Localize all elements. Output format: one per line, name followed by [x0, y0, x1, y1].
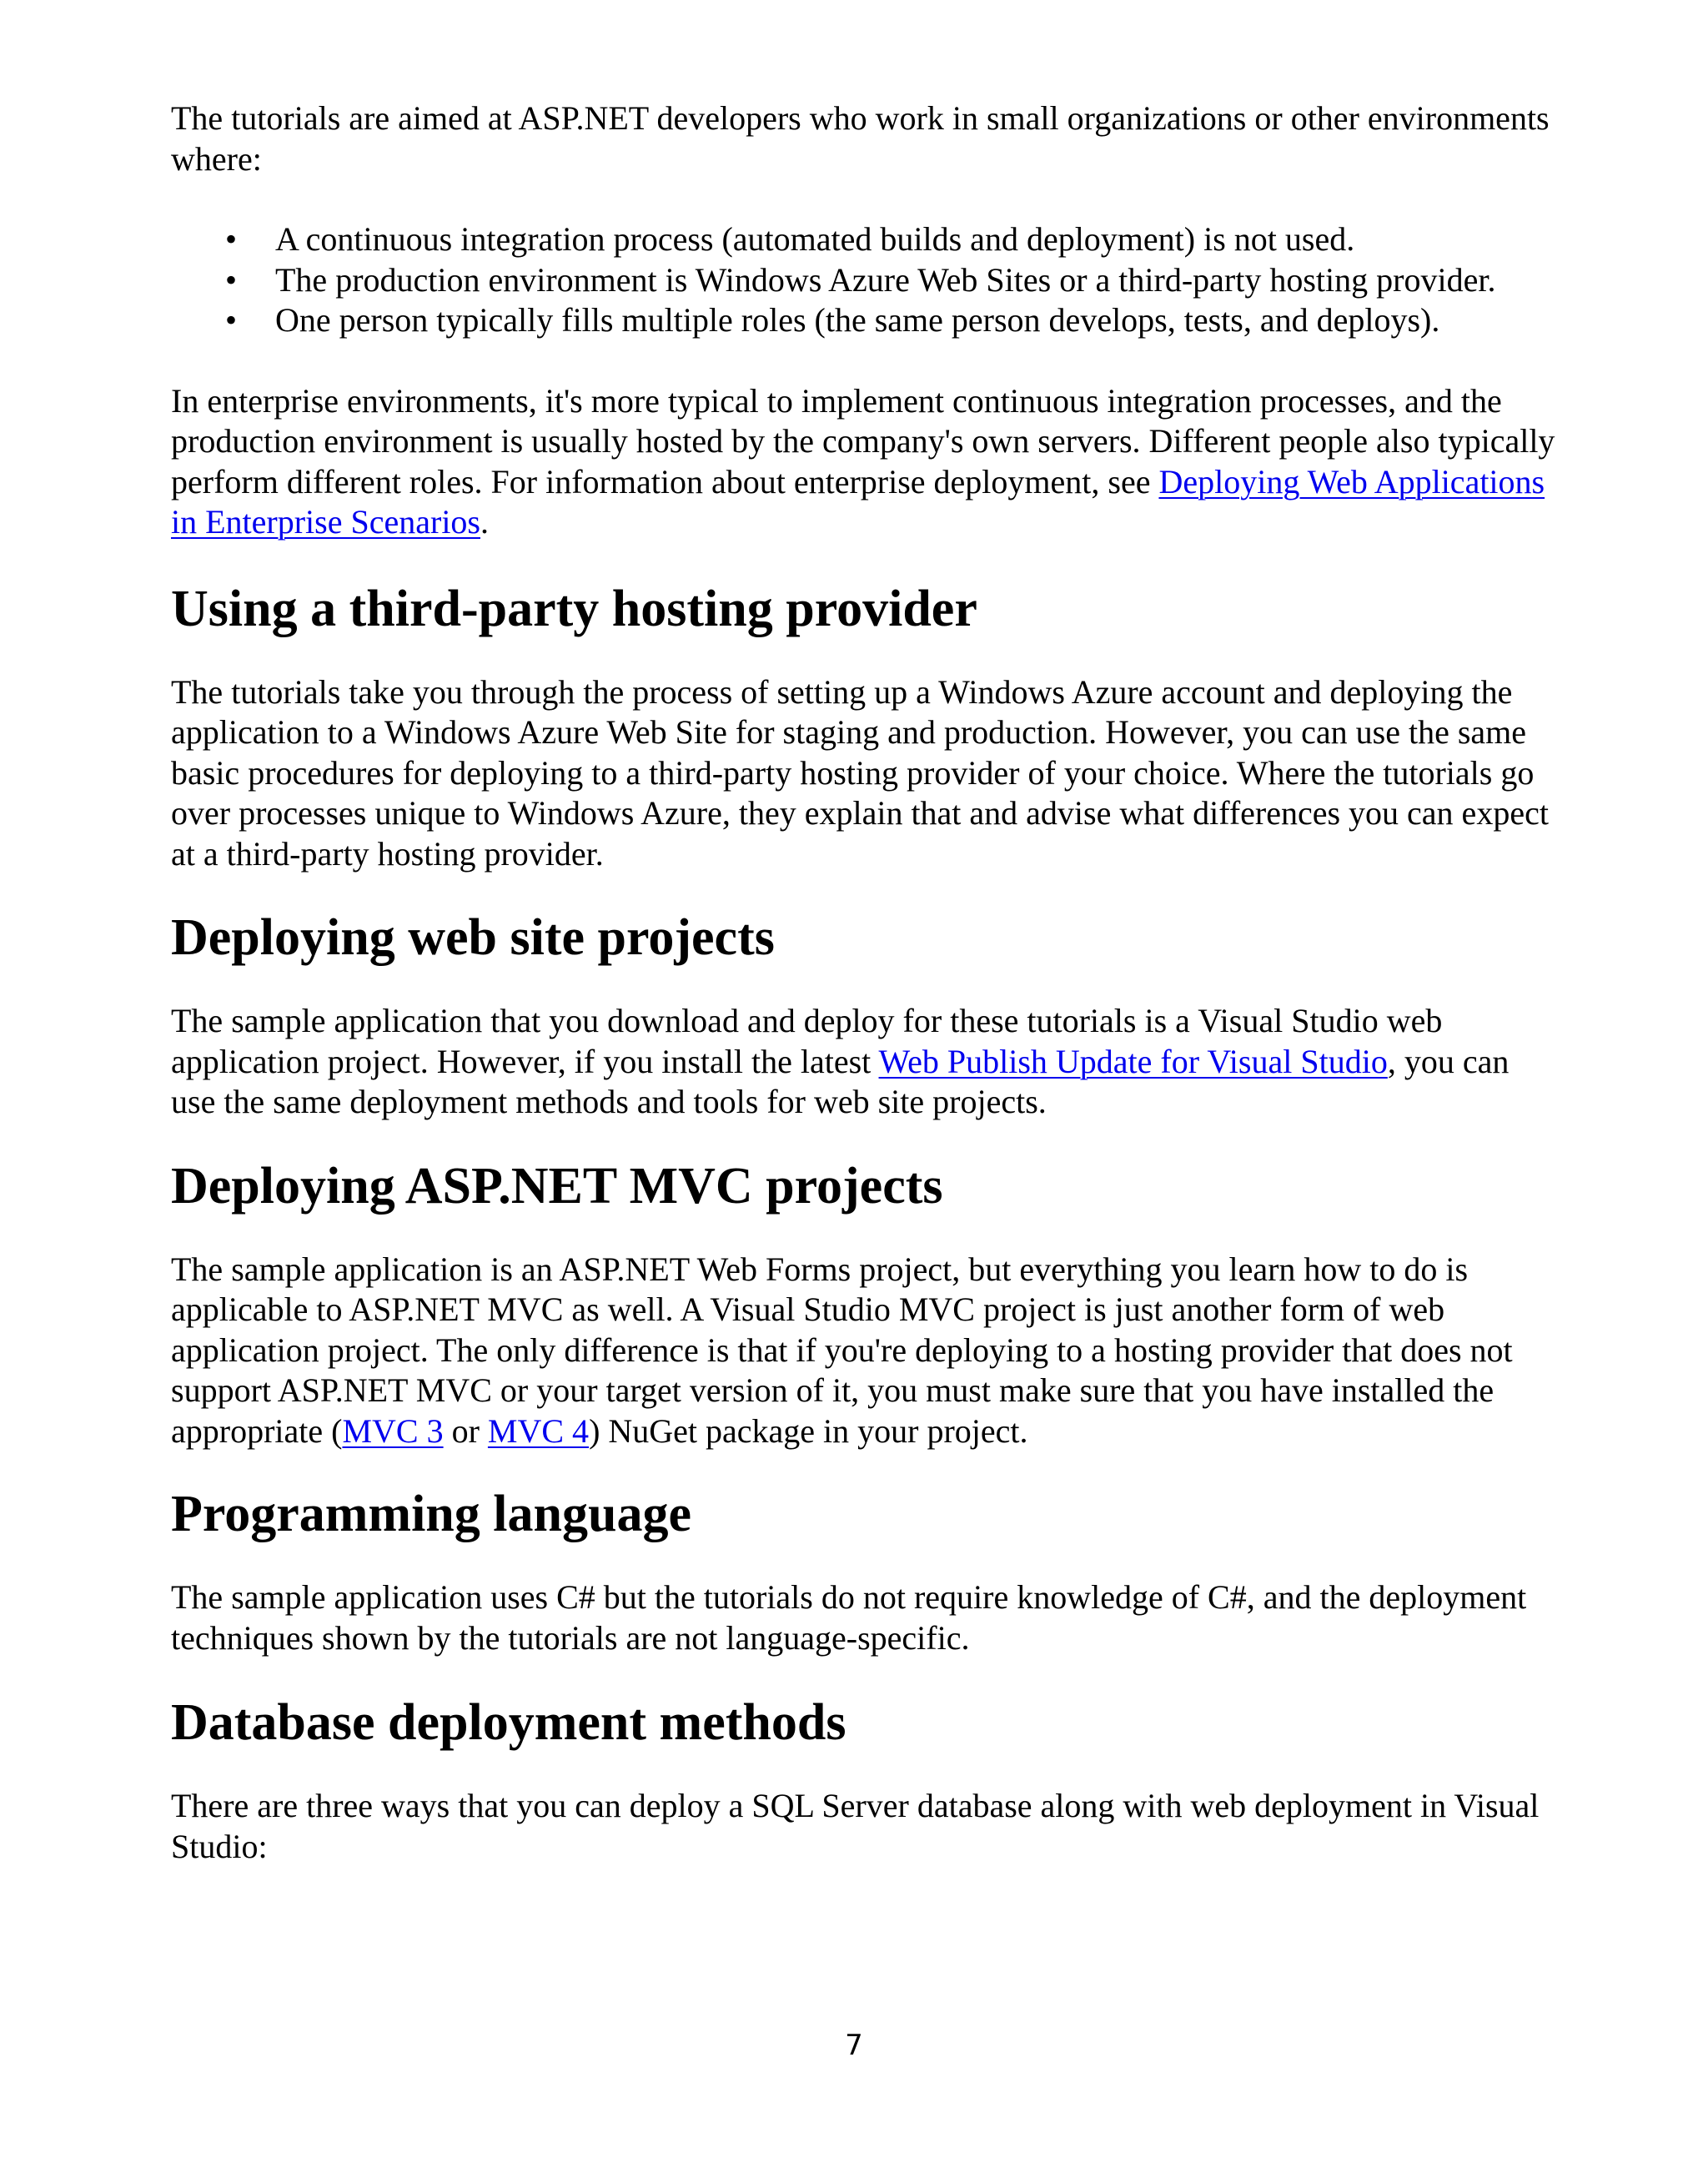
- mvc3-link[interactable]: MVC 3: [342, 1411, 444, 1450]
- programming-language-heading: Programming language: [171, 1486, 691, 1542]
- conditions-list: [171, 219, 1555, 341]
- enterprise-paragraph: [171, 381, 1555, 543]
- programming-language-paragraph: The sample application uses C# but the tutorials do not require knowledge of C#, and the deployment techniques shown by the tutorials are not language-specific.: [171, 1578, 1527, 1657]
- database-deployment-paragraph: There are three ways that you can deploy a SQL Server database along with web deployment in Visual Studio:: [171, 1787, 1540, 1865]
- third-party-heading: Using a third-party hosting provider: [171, 580, 977, 637]
- database-deployment-heading: Database deployment methods: [171, 1694, 846, 1751]
- list-item-text: A continuous integration process (automated builds and deployment) is not used.: [275, 220, 1355, 258]
- web-site-text-after: , you can use the same deployment methods and tools for web site projects.: [171, 1042, 1510, 1120]
- page-content: [171, 98, 1555, 1867]
- bullet-icon: •: [225, 260, 238, 299]
- web-publish-update-link[interactable]: Web Publish Update for Visual Studio: [878, 1042, 1388, 1080]
- web-site-text-before: The sample application that you download and deploy for these tutorials is a Visual Studio web application project. However, if you install the latest: [171, 1002, 1443, 1080]
- enterprise-scenarios-link[interactable]: Deploying Web Applications in Enterprise Scenarios: [171, 462, 1545, 541]
- mvc-projects-paragraph: [171, 1250, 1555, 1452]
- enterprise-text: In enterprise environments, it's more typical to implement continuous integration processes, and the production environment is usually hosted by the company's own servers. Different people also typically perform different roles. For information about enterprise deployment, see: [171, 381, 1555, 501]
- enterprise-end: .: [480, 503, 489, 541]
- list-item-text: The production environment is Windows Azure Web Sites or a third-party hosting provider.: [275, 260, 1496, 299]
- mvc-text-after: ) NuGet package in your project.: [589, 1411, 1028, 1450]
- list-item: [171, 260, 1555, 301]
- intro-paragraph: The tutorials are aimed at ASP.NET developers who work in small organizations or other environments where:: [171, 99, 1550, 178]
- page-number: 7: [845, 2029, 863, 2062]
- list-item: [171, 219, 1555, 260]
- bullet-icon: •: [225, 301, 238, 339]
- bullet-icon: •: [225, 220, 238, 258]
- web-site-projects-heading: Deploying web site projects: [171, 909, 775, 966]
- mvc-text-or: or: [443, 1411, 488, 1450]
- list-item: [171, 300, 1555, 341]
- web-site-projects-paragraph: [171, 1001, 1555, 1123]
- third-party-paragraph: The tutorials take you through the process of setting up a Windows Azure account and deploying the application to a Windows Azure Web Site for staging and production. However, you can use the same basic procedures for deploying to a third-party hosting provider of your choice. Where the tutorials go over processes unique to Windows Azure, they explain that and advise what differences you can expect at a third-party hosting provider.: [171, 672, 1549, 873]
- list-item-text: One person typically fills multiple roles (the same person develops, tests, and deploys).: [275, 301, 1440, 339]
- mvc-text-before: The sample application is an ASP.NET Web Forms project, but everything you learn how to do is applicable to ASP.NET MVC as well. A Visual Studio MVC project is just another form of web application project. The only difference is that if you're deploying to a hosting provider that does not support ASP.NET MVC or your target version of it, you must make sure that you have installed the appropriate (: [171, 1250, 1513, 1450]
- mvc4-link[interactable]: MVC 4: [487, 1411, 590, 1450]
- mvc-projects-heading: Deploying ASP.NET MVC projects: [171, 1157, 943, 1215]
